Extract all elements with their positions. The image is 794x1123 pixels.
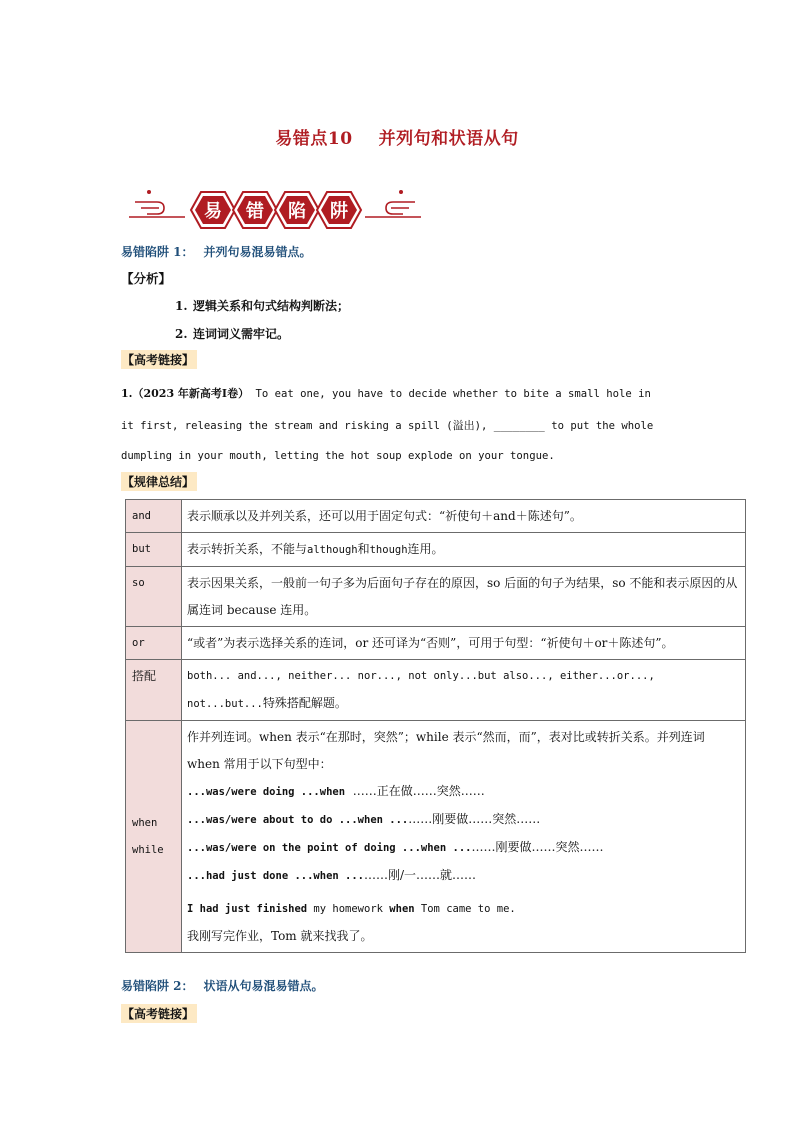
analysis-item-text: 连词词义需牢记。 (193, 327, 290, 341)
rule-desc-word: although (307, 544, 358, 556)
analysis-item (175, 297, 349, 314)
banner-char-1: 易 (204, 201, 222, 222)
exam-link-tag: 【高考链接】 (121, 350, 197, 369)
banner-char-3: 陷 (288, 201, 306, 222)
rule-key-line: while (132, 844, 164, 856)
trap-2-label: 易错陷阱 2： (121, 979, 194, 993)
pattern-cn: ……刚要做……突然…… (408, 812, 541, 826)
question-text-1: To eat one, you have to decide whether to bite a small hole in (255, 388, 651, 400)
pattern-en: ...was/were on the point of doing ...when ... (187, 842, 472, 854)
rule-key: but (126, 533, 182, 567)
banner-char-4: 阱 (330, 201, 348, 222)
table-row (126, 660, 746, 721)
banner-char-2: 错 (246, 201, 264, 222)
trap-2-text: 状语从句易混易错点。 (203, 979, 324, 993)
banner-left-ornament (129, 190, 185, 217)
rule-desc: “或者”为表示选择关系的连词，or 还可译为“否则”，可用于句型：“祈使句＋or＋陈述句”。 (182, 627, 746, 660)
rule-desc-word: though (369, 544, 408, 556)
analysis-item (175, 325, 289, 342)
rule-desc-text: 特殊搭配解题。 (262, 696, 347, 710)
pattern-en: ...was/were about to do ...when ... (187, 814, 409, 826)
rule-key (126, 721, 182, 953)
question-source: （2023 年新高考Ⅰ卷） (132, 387, 250, 400)
rule-desc-line (187, 690, 740, 718)
example-bold: when (389, 903, 415, 915)
pattern-cn: ……刚要做……突然…… (471, 840, 604, 854)
rule-desc-intro: 作并列连词。when 表示“在那时，突然”；while 表示“然而，而”，表对比或转折关系。并列连词 when 常用于以下句型中： (187, 730, 705, 771)
rule-desc-word: not...but... (187, 698, 263, 710)
rule-desc: 表示因果关系，一般前一句子多为后面句子存在的原因，so 后面的句子为结果，so 不能和表示原因的从属连词 because 连用。 (182, 567, 746, 627)
rule-key-line: when (132, 817, 158, 829)
exam-link-tag-2: 【高考链接】 (121, 1004, 197, 1023)
rule-desc (182, 533, 746, 567)
rule-desc-text: 和 (357, 542, 370, 556)
pattern-cn: ……刚/一……就…… (364, 868, 477, 882)
rules-table (125, 499, 746, 953)
pattern-cn: ……正在做……突然…… (352, 784, 485, 798)
rule-desc-line: both... and..., neither... nor..., not only...but also..., either...or..., (187, 670, 655, 682)
analysis-item-number: 1. (175, 299, 188, 313)
rule-key: so (126, 567, 182, 627)
rule-desc-text: 表示转折关系，不能与 (187, 542, 308, 556)
rule-key: and (126, 500, 182, 533)
example-text: Tom came to me. (414, 903, 516, 915)
trap-1-text: 并列句易混易错点。 (203, 245, 312, 259)
table-row (126, 567, 746, 627)
trap-banner (127, 184, 423, 236)
example-cn: 我刚写完作业，Tom 就来找我了。 (187, 929, 373, 943)
question-line-2 (121, 410, 731, 442)
question-text-2a: it first, releasing the stream and risking a spill ( (121, 420, 453, 432)
question-line-1 (121, 378, 731, 410)
example-en (187, 895, 740, 923)
title-left: 易错点10 (275, 129, 353, 149)
example-bold: I had just finished (187, 903, 308, 915)
question-number: 1. (121, 387, 133, 400)
analysis-heading: 【分析】 (121, 271, 172, 286)
table-row (126, 721, 746, 953)
rule-desc (182, 721, 746, 953)
rule-desc-text: 连用。 (407, 542, 444, 556)
example-text: my homework (307, 903, 390, 915)
analysis-item-number: 2. (175, 327, 188, 341)
table-row (126, 533, 746, 567)
rule-desc: 表示顺承以及并列关系，还可以用于固定句式：“祈使句＋and＋陈述句”。 (182, 500, 746, 533)
pattern-line (187, 862, 740, 890)
pattern-line (187, 778, 740, 806)
trap-1-label: 易错陷阱 1： (121, 245, 194, 259)
table-row (126, 627, 746, 660)
rule-key: 搭配 (126, 660, 182, 721)
rule-desc (182, 660, 746, 721)
pattern-line (187, 806, 740, 834)
title-right: 并列句和状语从句 (378, 129, 519, 149)
question-gloss: 溢出 (452, 419, 475, 432)
trap-2-heading (121, 977, 324, 994)
table-row (126, 500, 746, 533)
pattern-en: ...was/were doing ...when (187, 786, 346, 798)
question-line-3: dumpling in your mouth, letting the hot soup explode on your tongue. (121, 450, 555, 462)
summary-tag: 【规律总结】 (121, 472, 197, 491)
trap-1-heading (121, 243, 312, 260)
analysis-item-text: 逻辑关系和句式结构判断法； (193, 299, 350, 313)
rule-key: or (126, 627, 182, 660)
pattern-en: ...had just done ...when ... (187, 870, 365, 882)
page-title (0, 124, 794, 149)
banner-right-ornament (365, 190, 421, 217)
pattern-line (187, 834, 740, 862)
question-text-2b: ), ________ to put the whole (474, 420, 654, 432)
